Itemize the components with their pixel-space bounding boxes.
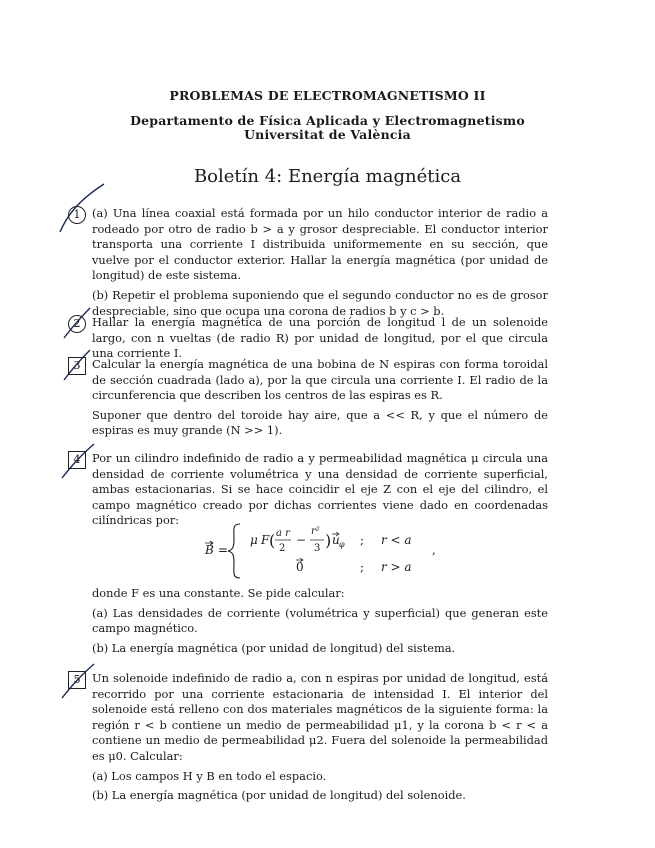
separator-2: ; [360,560,365,574]
problem-4 [92,451,548,529]
fraction-2-denominator: 3 [314,543,321,554]
problem-2 [92,315,548,362]
problem-1-part-b: (b) Repetir el problema suponiendo que el segundo conductor no es de grosor despreciable, sino que ocupa una corona de radios b y c > b. [92,287,548,318]
problem-number-3: 3 [68,357,86,375]
problem-4-continuation [92,586,548,656]
university: Universitat de València [244,127,411,142]
svg-text:): ) [325,531,332,550]
fraction-2-numerator: r² [311,526,320,537]
problem-2-text: Hallar la energía magnética de una porción de longitud l de un solenoide largo, con n vueltas (de radio R) por unidad de longitud, por el que circula una corriente I. [92,315,548,361]
problem-4-part-b: (b) La energía magnética (por unidad de longitud) del sistema. [92,640,456,655]
bulletin-title: Boletín 4: Energía magnética [193,166,462,187]
problem-3-assumption: Suponer que dentro del toroide hay aire, que a << R, y que el número de espiras es muy grande (N >> 1). [92,407,548,438]
constant-F: F [261,533,270,547]
problem-number-1: 1 [68,206,86,224]
problem-4-part-a: (a) Las densidades de corriente (volumétrica y superficial) que generan este campo magnético. [92,605,548,636]
problem-1 [92,206,548,319]
problem-5-part-a: (a) Los campos H y B en todo el espacio. [92,768,327,783]
fraction-1-numerator: a r [276,528,290,539]
minus-sign: − [296,533,307,547]
problem-3-text: Calcular la energía magnética de una bobina de N espiras con forma toroidal de sección cuadrada (lado a), por la que circula una corriente I. El radio de la circunferencia que describen los centros de las espiras es R. [92,357,548,403]
svg-text:(: ( [269,531,276,550]
separator-1: ; [360,533,365,547]
problem-5 [92,671,548,804]
problem-number-5: 5 [68,671,86,689]
zero-vector: 0 [296,560,304,574]
problem-3 [92,357,548,439]
fraction-1-denominator: 2 [279,543,286,554]
problem-number-4: 4 [68,451,86,469]
magnetic-field-equation [92,520,548,582]
equation-comma: , [432,543,436,557]
affiliation [0,114,655,142]
problem-5-text: Un solenoide indefinido de radio a, con n espiras por unidad de longitud, está recorrido por una corriente estacionaria de intensidad I. El interior del solenoide está relleno con dos materiales magnéticos de la siguiente forma: la región r < b contiene un medio de permeabilidad μ1, y la corona b < r < a contiene un medio de permeabilidad μ2. Fuera del solenoide la permeabilidad es μ0. Calcular: [92,671,548,763]
problem-number-2: 2 [68,315,86,333]
problem-5-part-b: (b) La energía magnética (por unidad de longitud) del solenoide. [92,788,466,803]
svg-text:=: = [218,543,229,557]
problem-4-text: Por un cilindro indefinido de radio a y permeabilidad magnética μ circula una densidad de corriente volumétrica y una densidad de corriente superficial, ambas estacionarias. Si se hace coincidir el eje Z con el eje del cilindro, el campo magnético creado por dichas corrientes viene dado en coordenadas cilíndricas por: [92,451,548,528]
condition-inside: r < a [381,533,412,547]
problem-1-part-a: (a) Una línea coaxial está formada por un hilo conductor interior de radio a rodeado por otro de radio b > a y grosor despreciable. El conductor interior transporta una corriente I distribuida uniformemente en su sección, que vuelve por el conductor exterior. Hallar la energía magnética (por unidad de longitud) de este sistema. [92,206,548,283]
mu-symbol: μ [250,533,258,547]
problem-4-constant-note: donde F es una constante. Se pide calcular: [92,586,345,600]
unit-vector-subscript: φ [339,540,345,549]
unit-vector: u [332,533,340,547]
equation-lhs: B [205,543,214,557]
course-title: PROBLEMAS DE ELECTROMAGNETISMO II [169,88,486,103]
condition-outside: r > a [381,560,412,574]
department: Departamento de Física Aplicada y Electromagnetismo [130,113,525,128]
